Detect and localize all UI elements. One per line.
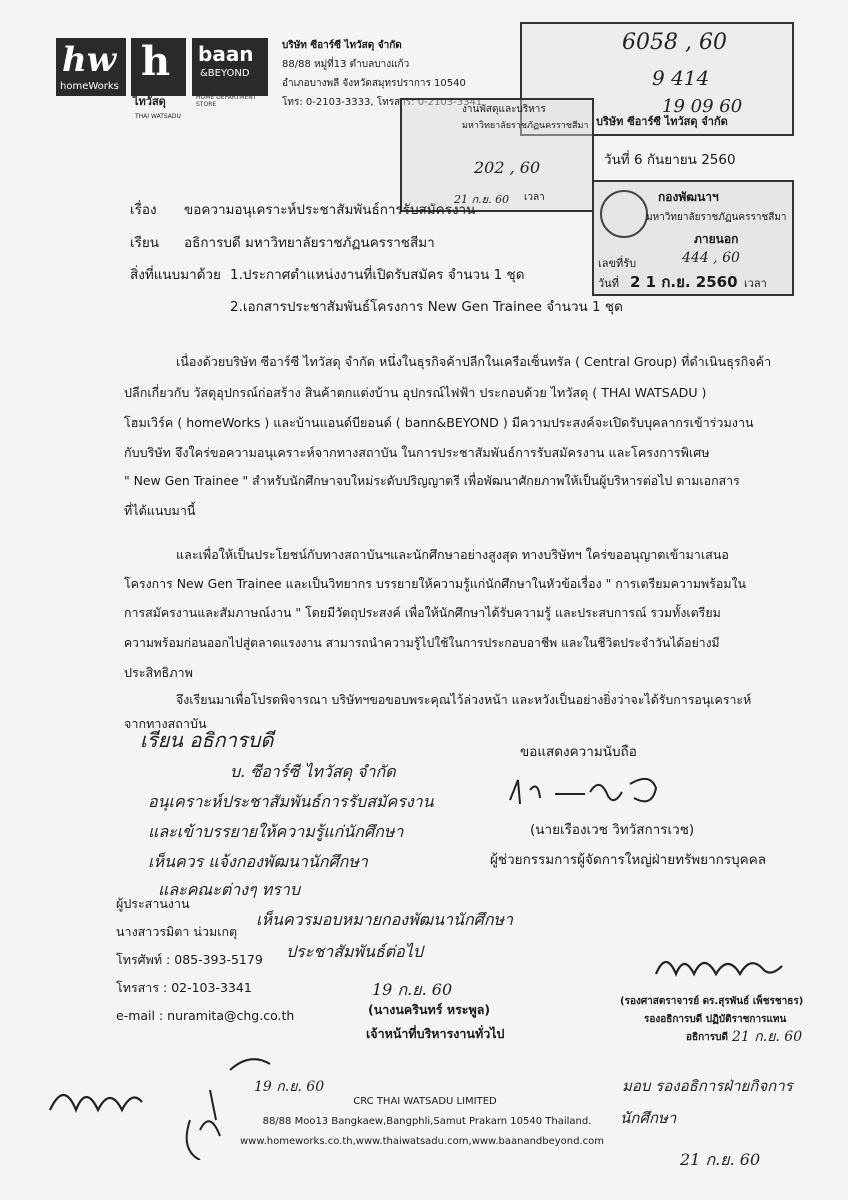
division-date-label: วันที่	[598, 277, 619, 290]
officer-name: (นางนครินทร์ หระพูล)	[368, 1002, 491, 1017]
handwriting-line-7: เห็นควรมอบหมายกองพัฒนานักศึกษา	[256, 910, 514, 929]
coordinator-email: e-mail : nuramita@chg.co.th	[116, 1008, 295, 1023]
stamp-date: 19 09 60	[662, 96, 743, 117]
handwriting-line-4: และเข้าบรรยายให้ความรู้แก่นักศึกษา	[148, 822, 404, 841]
subject-text: ขอความอนุเคราะห์ประชาสัมพันธ์การรับสมัครงาน	[184, 202, 476, 218]
handwriting-line-1: เรียน อธิการบดี	[140, 728, 274, 752]
division-recv-number: 444 , 60	[682, 250, 740, 266]
to-label: เรียน	[130, 235, 160, 251]
baanbeyond-logo	[192, 38, 268, 108]
coordinator-phone: โทรศัพท์ : 085-393-5179	[116, 952, 263, 967]
to-text: อธิการบดี มหาวิทยาลัยราชภัฏนครราชสีมา	[184, 235, 435, 251]
company-stamp-text: บริษัท ซีอาร์ซี ไทวัสดุ จำกัด	[596, 115, 728, 128]
bottom-right-date: 21 ก.ย. 60	[680, 1150, 761, 1169]
handwriting-line-6: และคณะต่างๆ ทราบ	[158, 880, 300, 899]
baanbeyond-logo-baan: baan	[198, 42, 254, 66]
division-time: เวลา	[744, 277, 767, 290]
university-stamp-date: 21 ก.ย. 60	[454, 193, 510, 206]
thaiwatsadu-logo-mark: h	[141, 38, 171, 85]
paragraph-1-line-3: โฮมเวิร์ค ( homeWorks ) และบ้านแอนด์บียอนด์ ( bann&BEYOND ) มีความประสงค์จะเปิดรับบุคลากรเข้าร่วมงาน	[124, 415, 754, 430]
letter-date: วันที่ 6 กันยายน 2560	[604, 152, 736, 168]
handwriting-line-3: อนุเคราะห์ประชาสัมพันธ์การรับสมัครงาน	[148, 792, 434, 811]
vp-signature	[650, 944, 790, 990]
vp-date: 21 ก.ย. 60	[732, 1029, 803, 1045]
division-stamp-line1: กองพัฒนาฯ	[658, 190, 719, 204]
handwriting-line-2: บ. ซีอาร์ซี ไทวัสดุ จำกัด	[230, 762, 396, 781]
officer-title: เจ้าหน้าที่บริหารงานทั่วไป	[366, 1026, 505, 1041]
bottom-right-note-1: มอบ รองอธิการฝ่ายกิจการ	[622, 1077, 793, 1095]
footer-web: www.homeworks.co.th,www.thaiwatsadu.com,www.baanandbeyond.com	[239, 1136, 605, 1147]
handwriting-line-9: 19 ก.ย. 60	[372, 980, 453, 999]
bottom-right-note-2: นักศึกษา	[620, 1109, 677, 1127]
paragraph-2-line-5: ประสิทธิภาพ	[124, 665, 193, 680]
paragraph-1-line-6: ที่ได้แนบมานี้	[124, 503, 196, 518]
coordinator-name: นางสาวรมิตา น่วมเกตุ	[116, 924, 238, 939]
vp-title-2: อธิการบดี	[686, 1032, 728, 1043]
thaiwatsadu-logo-name: ไทวัสดุ	[133, 95, 166, 108]
footer-company: CRC THAI WATSADU LIMITED	[353, 1096, 497, 1107]
signer-name: (นายเรืองเวช วิทวัสการเวช)	[530, 822, 695, 838]
university-stamp-line2: มหาวิทยาลัยราชภัฏนครราชสีมา	[462, 121, 589, 131]
paragraph-1-line-4: กับบริษัท จึงใคร่ขอความอนุเคราะห์จากทางสถาบัน ในการประชาสัมพันธ์การรับสมัครงาน และโครงการพิเศษ	[124, 445, 710, 460]
footer-address: 88/88 Moo13 Bangkaew,Bangphli,Samut Prakarn 10540 Thailand.	[262, 1116, 592, 1127]
paragraph-1-line-5: " New Gen Trainee " สำหรับนักศึกษาจบใหม่ระดับปริญญาตรี เพื่อพัฒนาศักยภาพให้เป็นผู้บริหารต่อไป ตามเอกสาร	[124, 473, 740, 488]
division-stamp-line3: ภายนอก	[694, 232, 739, 246]
paragraph-2-line-4: ความพร้อมก่อนออกไปสู่ตลาดแรงงาน สามารถนำความรู้ไปใช้ในการประกอบอาชีพ และในชีวิตประจำวันได้อย่างมี	[124, 636, 720, 650]
paragraph-3-line-2: จากทางสถาบัน	[124, 716, 207, 731]
paragraph-3-line-1: จึงเรียนมาเพื่อโปรดพิจารณา บริษัทฯขอขอบพระคุณไว้ล่วงหน้า และหวังเป็นอย่างยิ่งว่าจะได้รับการอนุเคราะห์	[176, 692, 752, 707]
stamp-number-1: 6058 , 60	[622, 30, 727, 55]
homeworks-logo	[56, 38, 126, 96]
homeworks-logo-text: homeWorks	[60, 81, 119, 92]
signer-title: ผู้ช่วยกรรมการผู้จัดการใหญ่ฝ่ายทรัพยากรบุคคล	[490, 852, 766, 868]
thaiwatsadu-logo	[131, 38, 186, 120]
vp-title: รองอธิการบดี ปฏิบัติราชการแทน	[644, 1014, 787, 1025]
baanbeyond-logo-beyond: &BEYOND	[200, 68, 250, 79]
division-stamp	[592, 180, 794, 296]
division-stamp-line2: มหาวิทยาลัยราชภัฏนครราชสีมา	[646, 212, 787, 223]
company-name: บริษัท ซีอาร์ซี ไทวัสดุ จำกัด	[282, 40, 402, 51]
company-address-2: อำเภอบางพลี จังหวัดสมุทรปราการ 10540	[282, 78, 466, 89]
handwriting-line-5: เห็นควร แจ้งกองพัฒนานักศึกษา	[148, 852, 368, 871]
stamp-number-2: 9 414	[652, 66, 710, 90]
coordinator-label: ผู้ประสานงาน	[116, 896, 190, 911]
attach-item-1: 1.ประกาศตำแหน่งงานที่เปิดรับสมัคร จำนวน 1 ชุด	[230, 267, 525, 283]
company-address-1: 88/88 หมู่ที่13 ตำบลบางแก้ว	[282, 59, 410, 70]
paragraph-2-line-1: และเพื่อให้เป็นประโยชน์กับทางสถาบันฯและนักศึกษาอย่างสูงสุด ทางบริษัทฯ ใคร่ขออนุญาตเข้ามาเสนอ	[176, 547, 729, 562]
paragraph-2-line-2: โครงการ New Gen Trainee และเป็นวิทยากร บรรยายให้ความรู้แก่นักศึกษาในหัวข้อเรื่อง " การเตรียมความพร้อมใน	[124, 576, 747, 591]
university-stamp-time: เวลา	[524, 192, 545, 203]
division-date: 2 1 ก.ย. 2560	[630, 273, 738, 291]
signer-signature	[500, 770, 670, 820]
attach-label: สิ่งที่แนบมาด้วย	[130, 267, 221, 283]
university-stamp-number: 202 , 60	[474, 158, 541, 177]
homeworks-logo-mark: hw	[62, 40, 116, 80]
university-stamp-line1: งานพัสดุและบริหาร	[462, 104, 546, 115]
paragraph-1-line-1: เนื่องด้วยบริษัท ซีอาร์ซี ไทวัสดุ จำกัด หนึ่งในธุรกิจค้าปลีกในเครือเซ็นทรัล ( Central Group) ที่ดำเนินธุรกิจค้า	[176, 354, 772, 369]
paragraph-1-line-2: ปลีกเกี่ยวกับ วัสดุอุปกรณ์ก่อสร้าง สินค้าตกแต่งบ้าน อุปกรณ์ไฟฟ้า ประกอบด้วย ไทวัสดุ ( THAI WATSADU )	[124, 385, 707, 400]
closing-text: ขอแสดงความนับถือ	[520, 744, 637, 760]
university-stamp	[400, 98, 594, 212]
division-stamp-seal	[600, 190, 648, 238]
subject-label: เรื่อง	[130, 202, 157, 218]
coordinator-fax: โทรสาร : 02-103-3341	[116, 980, 252, 995]
paragraph-2-line-3: การสมัครงานและสัมภาษณ์งาน " โดยมีวัตถุประสงค์ เพื่อให้นักศึกษาได้รับความรู้ และประสบการณ์ รวมทั้งเตรียม	[124, 605, 721, 620]
bottom-left-date: 19 ก.ย. 60	[254, 1079, 325, 1095]
thaiwatsadu-logo-en: THAI WATSADU	[135, 113, 181, 120]
company-phone: โทร: 0-2103-3333, โทรสาร: 0-2103-3341	[282, 97, 483, 108]
handwriting-line-8: ประชาสัมพันธ์ต่อไป	[286, 942, 423, 961]
baanbeyond-logo-tagline: HOME DEPARTMENT STORE	[196, 94, 257, 108]
vp-name: (รองศาสตราจารย์ ดร.สุรพันธ์ เพ็ชรชาธร)	[620, 996, 804, 1007]
division-recv-label: เลขที่รับ	[598, 257, 637, 270]
attach-item-2: 2.เอกสารประชาสัมพันธ์โครงการ New Gen Trainee จำนวน 1 ชุด	[230, 299, 623, 315]
